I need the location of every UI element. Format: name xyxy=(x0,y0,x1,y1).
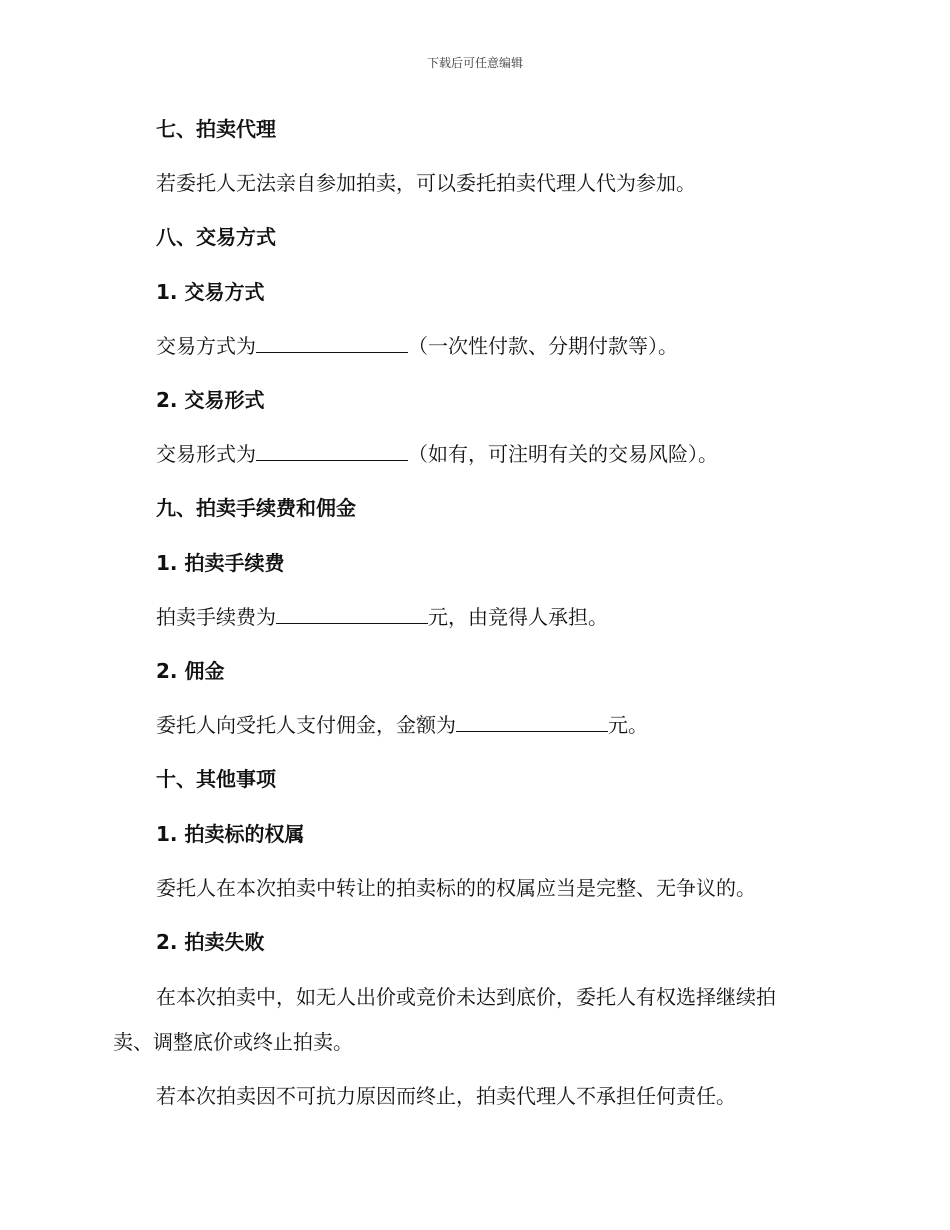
sub1-suffix: （一次性付款、分期付款等）。 xyxy=(408,334,678,358)
section-7-title: 七、拍卖代理 xyxy=(156,117,276,141)
section-10-sub2-line2: 卖、调整底价或终止拍卖。 xyxy=(113,1030,353,1054)
fill-in-blank xyxy=(256,442,408,461)
fill-in-blank xyxy=(256,334,408,353)
sub2-suffix: 元。 xyxy=(608,713,648,737)
section-9-sub2-title: 2. 佣金 xyxy=(156,659,225,683)
section-7-paragraph: 若委托人无法亲自参加拍卖，可以委托拍卖代理人代为参加。 xyxy=(156,171,696,195)
section-8-sub1-text xyxy=(156,332,678,360)
fill-in-blank xyxy=(276,605,428,624)
section-10-sub2-line1: 在本次拍卖中，如无人出价或竞价未达到底价，委托人有权选择继续拍 xyxy=(156,985,776,1009)
section-8-sub2-text xyxy=(156,440,718,468)
sub1-suffix: 元，由竞得人承担。 xyxy=(428,605,608,629)
section-9-sub1-text xyxy=(156,603,608,631)
section-10-sub2-line3: 若本次拍卖因不可抗力原因而终止，拍卖代理人不承担任何责任。 xyxy=(156,1084,736,1108)
sub2-suffix: （如有，可注明有关的交易风险）。 xyxy=(408,442,718,466)
page-header-note: 下载后可任意编辑 xyxy=(426,56,523,70)
section-10-sub2-title: 2. 拍卖失败 xyxy=(156,930,265,954)
section-9-title: 九、拍卖手续费和佣金 xyxy=(156,496,356,520)
section-8-sub1-title: 1. 交易方式 xyxy=(156,280,265,304)
section-9-sub2-text xyxy=(156,711,648,739)
section-10-sub1-title: 1. 拍卖标的权属 xyxy=(156,822,305,846)
section-8-sub2-title: 2. 交易形式 xyxy=(156,388,265,412)
section-9-sub1-title: 1. 拍卖手续费 xyxy=(156,551,285,575)
sub1-prefix: 交易方式为 xyxy=(156,334,256,358)
section-10-title: 十、其他事项 xyxy=(156,767,276,791)
section-8-title: 八、交易方式 xyxy=(156,225,276,249)
fill-in-blank xyxy=(456,713,608,732)
sub1-prefix: 拍卖手续费为 xyxy=(156,605,276,629)
sub2-prefix: 交易形式为 xyxy=(156,442,256,466)
section-10-sub1-text: 委托人在本次拍卖中转让的拍卖标的的权属应当是完整、无争议的。 xyxy=(156,876,756,900)
sub2-prefix: 委托人向受托人支付佣金，金额为 xyxy=(156,713,456,737)
